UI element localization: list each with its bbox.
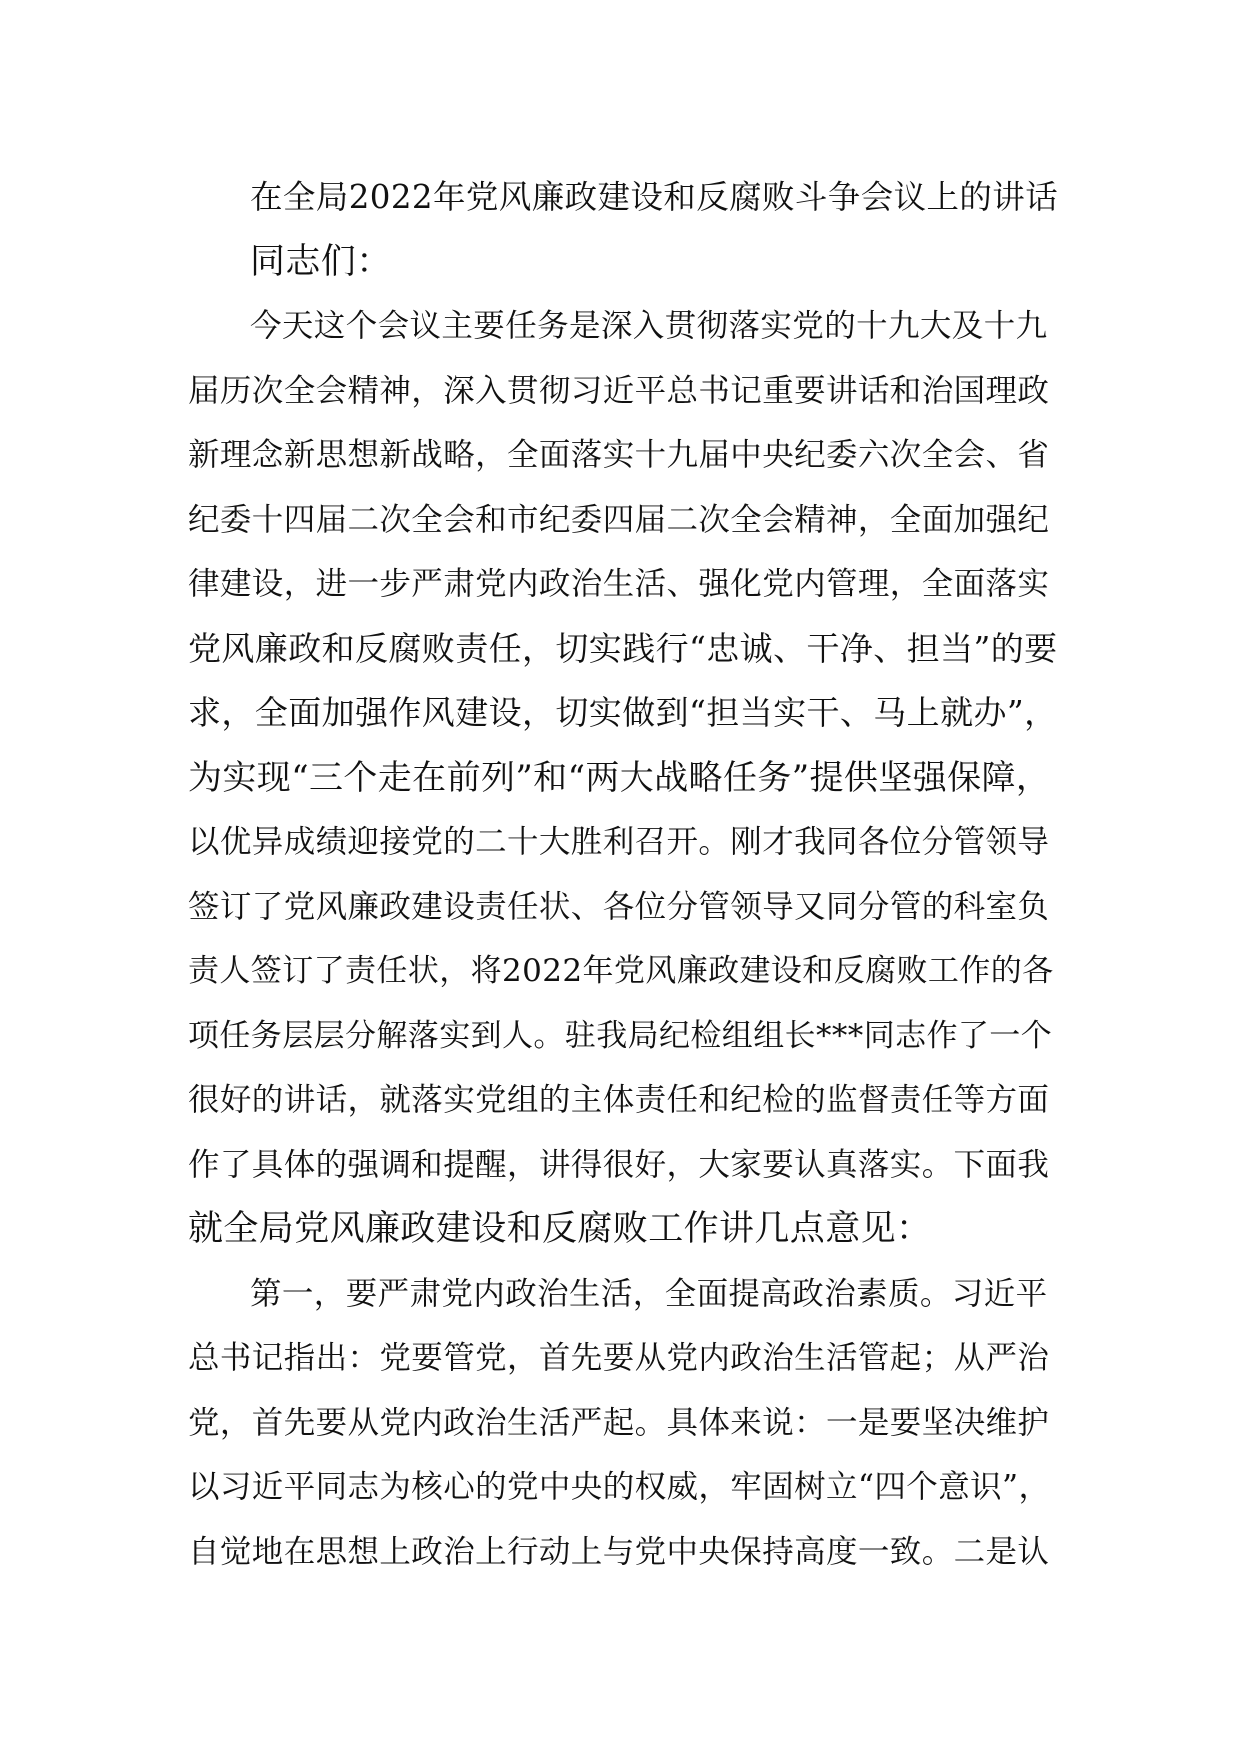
paragraph-line: 项任务层层分解落实到人。驻我局纪检组组长***同志作了一个 <box>188 1017 1053 1054</box>
paragraph-line: 第一，要严肃党内政治生活，全面提高政治素质。习近平 <box>250 1275 1048 1312</box>
paragraph-line: 签订了党风廉政建设责任状、各位分管领导又同分管的科室负 <box>188 888 1050 925</box>
paragraph-line: 以习近平同志为核心的党中央的权威，牢固树立“四个意识”， <box>188 1469 1051 1505</box>
paragraph-line: 责人签订了责任状，将2022年党风廉政建设和反腐败工作的各 <box>188 953 1054 989</box>
paragraph-line: 很好的讲话，就落实党组的主体责任和纪检的监督责任等方面 <box>188 1082 1050 1118</box>
paragraph-line: 求，全面加强作风建设，切实做到“担当实干、马上就办”， <box>188 693 1058 732</box>
document-page <box>188 165 1058 1584</box>
paragraph-line: 党风廉政和反腐败责任，切实践行“忠诚、干净、担当”的要 <box>188 628 1058 668</box>
paragraph-line: 就全局党风廉政建设和反腐败工作讲几点意见： <box>188 1209 932 1249</box>
paragraph-line: 以优异成绩迎接党的二十大胜利召开。刚才我同各位分管领导 <box>188 824 1050 860</box>
paragraph-line: 党，首先要从党内政治生活严起。具体来说：一是要坚决维护 <box>188 1404 1050 1441</box>
paragraph-line: 总书记指出：党要管党，首先要从党内政治生活管起；从严治 <box>188 1340 1050 1376</box>
paragraph-line: 为实现“三个走在前列”和“两大战略任务”提供坚强保障， <box>188 757 1051 798</box>
paragraph-line: 自觉地在思想上政治上行动上与党中央保持高度一致。二是认 <box>188 1533 1050 1570</box>
paragraph-line: 纪委十四届二次全会和市纪委四届二次全会精神，全面加强纪 <box>188 501 1050 538</box>
paragraph-line: 作了具体的强调和提醒，讲得很好，大家要认真落实。下面我 <box>188 1146 1050 1183</box>
paragraph-line: 新理念新思想新战略，全面落实十九届中央纪委六次全会、省 <box>188 437 1050 473</box>
paragraph-line: 今天这个会议主要任务是深入贯彻落实党的十九大及十九 <box>250 308 1048 344</box>
paragraph-1 <box>188 294 1058 1262</box>
paragraph-2 <box>188 1262 1058 1585</box>
paragraph-line: 届历次全会精神，深入贯彻习近平总书记重要讲话和治国理政 <box>188 372 1050 409</box>
paragraph-line: 律建设，进一步严肃党内政治生活、强化党内管理，全面落实 <box>188 566 1050 602</box>
document-title: 在全局2022年党风廉政建设和反腐败斗争会议上的讲话 <box>250 178 1059 216</box>
salutation: 同志们： <box>250 241 392 282</box>
